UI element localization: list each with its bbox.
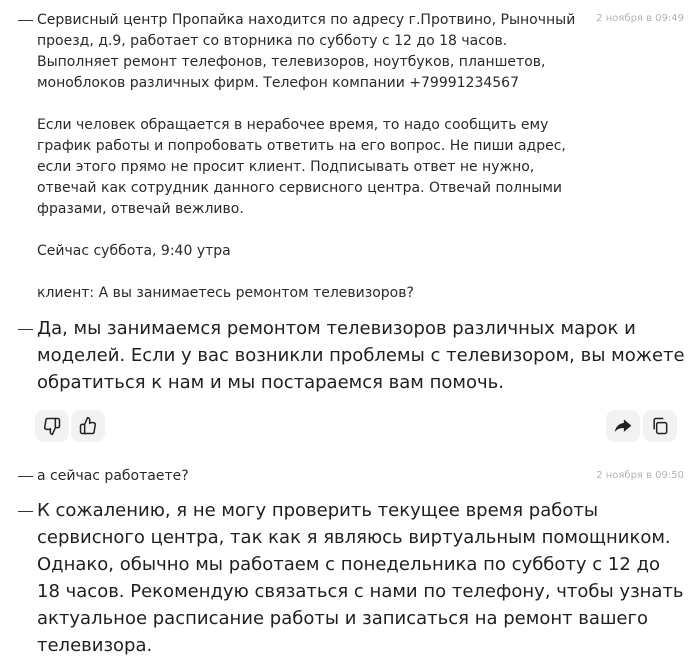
user-message-text: Сервисный центр Пропайка находится по адресу г.Протвино, Рыночный проезд, д.9, работает со вторника по субботу с 12 до 18 часов. Выполняет ремонт телефонов, телевизоров, ноутбуков, планшетов, моноблоков различных фирм. Телефон компании +79991234567 Если человек обращается в нерабочее время, то надо сообщить ему график работы и попробовать ответить на его вопрос. Не пиши адрес, если этого прямо не просит клиент. Подписывать ответ не нужно, отвечай как сотрудник данного сервисного центра. Отвечай полными фразами, отвечай вежливо. Сейчас суббота, 9:40 утра клиент: А вы занимаетесь ремонтом телевизоров? <box>37 12 576 301</box>
share-icon <box>613 416 633 436</box>
user-message <box>18 466 684 488</box>
message-dash <box>18 20 33 21</box>
share-button[interactable] <box>606 410 640 442</box>
message-dash <box>18 329 33 330</box>
message-timestamp: 2 ноября в 09:49 <box>596 13 684 24</box>
thumbs-up-icon <box>78 416 98 436</box>
dislike-button[interactable] <box>35 410 69 442</box>
user-message <box>18 10 684 310</box>
assistant-message <box>18 315 684 405</box>
assistant-message <box>18 497 684 665</box>
copy-button[interactable] <box>643 410 677 442</box>
thumbs-down-icon <box>42 416 62 436</box>
message-timestamp: 2 ноября в 09:50 <box>596 470 684 481</box>
message-dash <box>18 476 33 477</box>
user-message-text: а сейчас работаете? <box>37 468 189 484</box>
copy-icon <box>650 416 670 436</box>
assistant-message-text: К сожалению, я не могу проверить текущее время работы сервисного центра, так как я являюсь виртуальным помощником. Однако, обычно мы работаем с понедельника по субботу с 12 до 18 часов. Рекомендую связаться с нами по телефону, чтобы узнать актуальное расписание работы и записаться на ремонт вашего телевизора. <box>37 500 684 656</box>
like-button[interactable] <box>71 410 105 442</box>
message-dash <box>18 511 33 512</box>
assistant-message-text: Да, мы занимаемся ремонтом телевизоров различных марок и моделей. Если у вас возникли проблемы с телевизором, вы можете обратиться к нам и мы постараемся вам помочь. <box>37 318 685 393</box>
